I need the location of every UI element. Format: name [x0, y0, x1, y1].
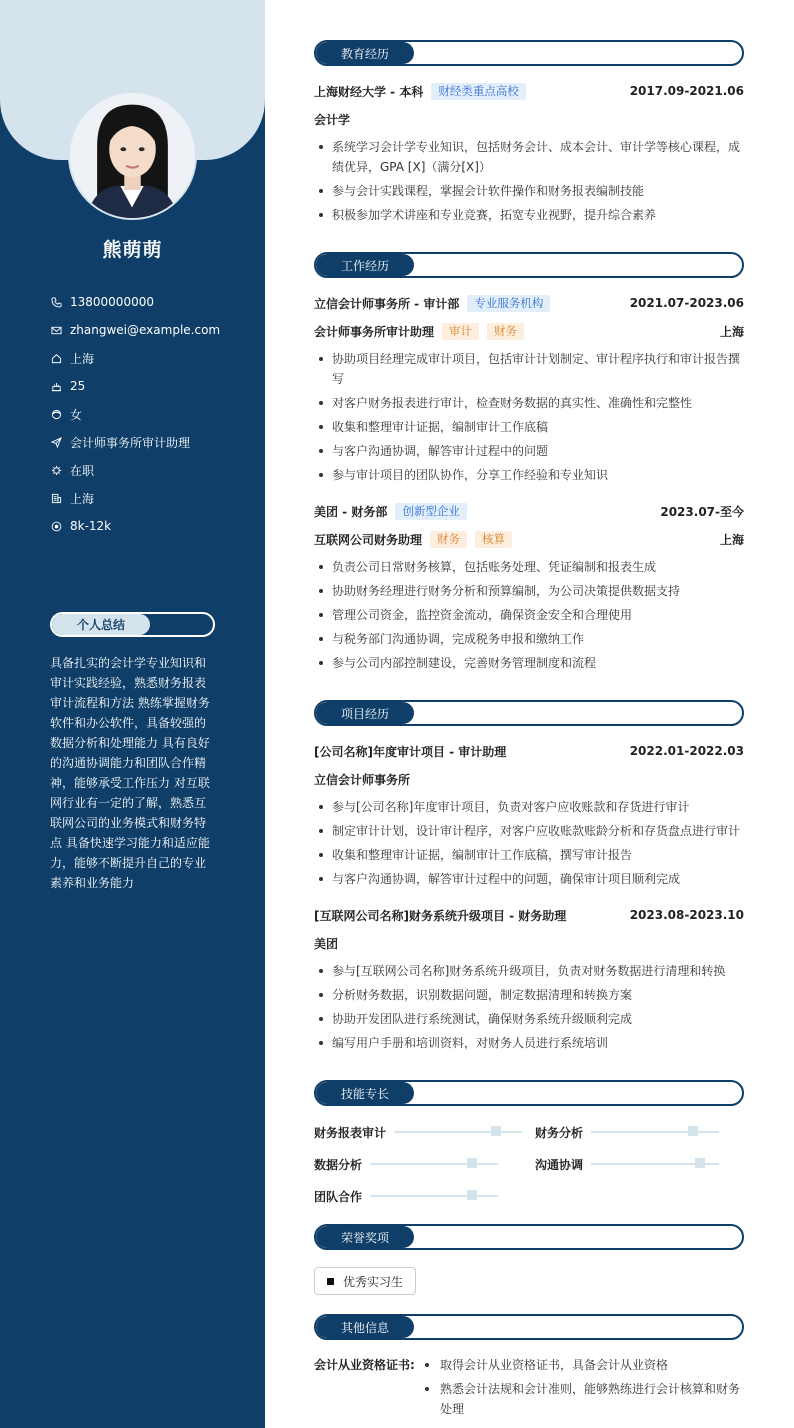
info-phone — [50, 288, 250, 316]
major: 会计学 — [314, 112, 351, 127]
project-date: 2023.08-2023.10 — [629, 908, 744, 922]
gender-icon — [50, 408, 62, 420]
education-section-header — [314, 40, 744, 66]
building-icon — [50, 492, 62, 504]
work-date: 2021.07-2023.06 — [629, 296, 744, 310]
company-name: 美团 - 财务部 — [314, 504, 388, 519]
project-org-row — [314, 933, 744, 953]
skill-name: 数据分析 — [314, 1157, 363, 1172]
skill-bar — [591, 1163, 719, 1165]
info-text: 25 — [70, 379, 86, 393]
list-item: 参与公司内部控制建设，完善财务管理制度和流程 — [314, 653, 744, 673]
list-item: 参与审计项目的团队协作，分享工作经验和专业知识 — [314, 465, 744, 485]
list-item: 与客户沟通协调，解答审计过程中的问题，确保审计项目顺利完成 — [314, 869, 744, 889]
school-tag: 财经类重点高校 — [431, 83, 526, 100]
list-item: 参与会计实践课程，掌握会计软件操作和财务报表编制技能 — [314, 181, 744, 201]
list-item: 与税务部门沟通协调，完成税务申报和缴纳工作 — [314, 629, 744, 649]
list-item: 协助开发团队进行系统测试，确保财务系统升级顺利完成 — [314, 1009, 744, 1029]
list-item: 与客户沟通协调，解答审计过程中的问题 — [314, 441, 744, 461]
info-age — [50, 372, 250, 400]
home-icon — [50, 352, 62, 364]
work-location: 上海 — [719, 532, 744, 547]
summary-text: 具备扎实的会计学专业知识和审计实践经验，熟悉财务报表审计流程和方法 熟练掌握财务软件和办公软件，具备较强的数据分析和处理能力 具有良好的沟通协调能力和团队合作精神，能够承受工作压力 对互联网行业有一定的了解，熟悉互联网公司的业务模式和财务特点 具备快速学习能力和适应能力，能够不断提升自己的专业素养和业务能力 — [50, 656, 210, 890]
age-icon — [50, 380, 62, 392]
education-school-row — [314, 81, 744, 101]
mail-icon — [50, 324, 62, 336]
section-title: 工作经历 — [316, 254, 414, 276]
list-item: 协助项目经理完成审计项目，包括审计计划制定、审计程序执行和审计报告撰写 — [314, 349, 744, 389]
avatar — [68, 91, 197, 220]
education-date: 2017.09-2021.06 — [629, 84, 744, 98]
list-item: 取得会计从业资格证书，具备会计从业资格 — [422, 1355, 744, 1375]
list-item: 负责公司日常财务核算，包括账务处理、凭证编制和报表生成 — [314, 557, 744, 577]
honors-section-header — [314, 1224, 744, 1250]
skill-bar — [370, 1195, 498, 1197]
work-date: 2023.07-至今 — [660, 504, 744, 519]
award-badge — [314, 1267, 416, 1295]
avatar-portrait-icon — [70, 93, 195, 218]
info-position — [50, 428, 250, 456]
skill-name: 团队合作 — [314, 1189, 363, 1204]
education-major-row — [314, 109, 744, 129]
profile-name: 熊萌萌 — [102, 239, 163, 261]
phone-icon — [50, 296, 62, 308]
skill-knob — [467, 1158, 477, 1168]
info-text: 在职 — [70, 463, 95, 478]
skill-item — [535, 1122, 719, 1142]
project-title-row — [314, 741, 744, 761]
skill-name: 财务报表审计 — [314, 1125, 387, 1140]
work-company-row — [314, 501, 744, 521]
job-role: 互联网公司财务助理 — [314, 532, 423, 547]
skill-item — [314, 1186, 498, 1206]
list-item: 管理公司资金，监控资金流动，确保资金安全和合理使用 — [314, 605, 744, 625]
info-status — [50, 456, 250, 484]
section-title: 其他信息 — [316, 1316, 414, 1338]
info-gender — [50, 400, 250, 428]
skill-bar — [370, 1163, 498, 1165]
section-title: 教育经历 — [316, 42, 414, 64]
work-company-row — [314, 293, 744, 313]
list-item: 积极参加学术讲座和专业竞赛，拓宽专业视野，提升综合素养 — [314, 205, 744, 225]
project-section-header — [314, 700, 744, 726]
work-location: 上海 — [719, 324, 744, 339]
info-text: 13800000000 — [70, 295, 154, 309]
job-role: 会计师事务所审计助理 — [314, 324, 435, 339]
contact-info-list — [50, 288, 250, 540]
info-text: 女 — [70, 407, 83, 422]
skill-name: 沟通协调 — [535, 1157, 584, 1172]
summary-title: 个人总结 — [52, 614, 150, 635]
project-title-row — [314, 905, 744, 925]
work-bullets — [314, 349, 744, 489]
skill-bar — [394, 1131, 522, 1133]
list-item: 参与[公司名称]年度审计项目，负责对客户应收账款和存货进行审计 — [314, 797, 744, 817]
skill-bar — [591, 1131, 719, 1133]
skill-item — [535, 1154, 719, 1174]
skill-knob — [695, 1158, 705, 1168]
info-location — [50, 344, 250, 372]
section-title: 技能专长 — [316, 1082, 414, 1104]
list-item: 参与[互联网公司名称]财务系统升级项目，负责对财务数据进行清理和转换 — [314, 961, 744, 981]
status-icon — [50, 464, 62, 476]
list-item: 对客户财务报表进行审计，检查财务数据的真实性、准确性和完整性 — [314, 393, 744, 413]
section-title: 项目经历 — [316, 702, 414, 724]
certificate-bullets — [422, 1355, 744, 1423]
sidebar — [0, 0, 265, 1428]
work-role-row — [314, 321, 744, 341]
certificate-label: 会计从业资格证书: — [314, 1358, 415, 1372]
skill-name: 财务分析 — [535, 1125, 584, 1140]
education-bullets — [314, 137, 744, 229]
list-item: 系统学习会计学专业知识，包括财务会计、成本会计、审计学等核心课程，成绩优异，GPA [X]（满分[X]） — [314, 137, 744, 177]
skill-item — [314, 1122, 522, 1142]
info-city — [50, 484, 250, 512]
summary-section-header — [50, 612, 215, 637]
list-item: 分析财务数据，识别数据问题，制定数据清理和转换方案 — [314, 985, 744, 1005]
info-text: 会计师事务所审计助理 — [70, 435, 191, 450]
salary-icon — [50, 520, 62, 532]
work-bullets — [314, 557, 744, 677]
skills-section-header — [314, 1080, 744, 1106]
role-tag: 财务 — [487, 323, 524, 340]
section-title: 荣誉奖项 — [316, 1226, 414, 1248]
send-icon — [50, 436, 62, 448]
skill-knob — [491, 1126, 501, 1136]
project-title: [互联网公司名称]财务系统升级项目 - 财务助理 — [314, 908, 567, 923]
company-tag: 创新型企业 — [395, 503, 467, 520]
project-bullets — [314, 797, 744, 893]
other-section-header — [314, 1314, 744, 1340]
award-text: 优秀实习生 — [343, 1274, 404, 1289]
work-role-row — [314, 529, 744, 549]
project-date: 2022.01-2022.03 — [629, 744, 744, 758]
role-tag: 审计 — [442, 323, 479, 340]
list-item: 协助财务经理进行财务分析和预算编制，为公司决策提供数据支持 — [314, 581, 744, 601]
info-email — [50, 316, 250, 344]
role-tag: 财务 — [430, 531, 467, 548]
company-tag: 专业服务机构 — [467, 295, 550, 312]
skill-knob — [467, 1190, 477, 1200]
project-org: 美团 — [314, 936, 339, 951]
work-section-header — [314, 252, 744, 278]
list-item: 编写用户手册和培训资料，对财务人员进行系统培训 — [314, 1033, 744, 1053]
project-org: 立信会计师事务所 — [314, 772, 411, 787]
info-text: 8k-12k — [70, 519, 112, 533]
school-name: 上海财经大学 - 本科 — [314, 84, 424, 99]
skill-item — [314, 1154, 498, 1174]
info-salary — [50, 512, 250, 540]
list-item: 收集和整理审计证据，编制审计工作底稿 — [314, 417, 744, 437]
list-item: 熟悉会计法规和会计准则，能够熟练进行会计核算和财务处理 — [422, 1379, 744, 1419]
skill-knob — [688, 1126, 698, 1136]
project-title: [公司名称]年度审计项目 - 审计助理 — [314, 744, 507, 759]
info-text: 上海 — [70, 491, 95, 506]
list-item: 制定审计计划，设计审计程序，对客户应收账款账龄分析和存货盘点进行审计 — [314, 821, 744, 841]
project-bullets — [314, 961, 744, 1057]
info-text: 上海 — [70, 351, 95, 366]
company-name: 立信会计师事务所 - 审计部 — [314, 296, 460, 311]
info-text: zhangwei@example.com — [70, 323, 221, 337]
project-org-row — [314, 769, 744, 789]
role-tag: 核算 — [475, 531, 512, 548]
square-bullet-icon — [327, 1278, 334, 1285]
list-item: 收集和整理审计证据，编制审计工作底稿，撰写审计报告 — [314, 845, 744, 865]
